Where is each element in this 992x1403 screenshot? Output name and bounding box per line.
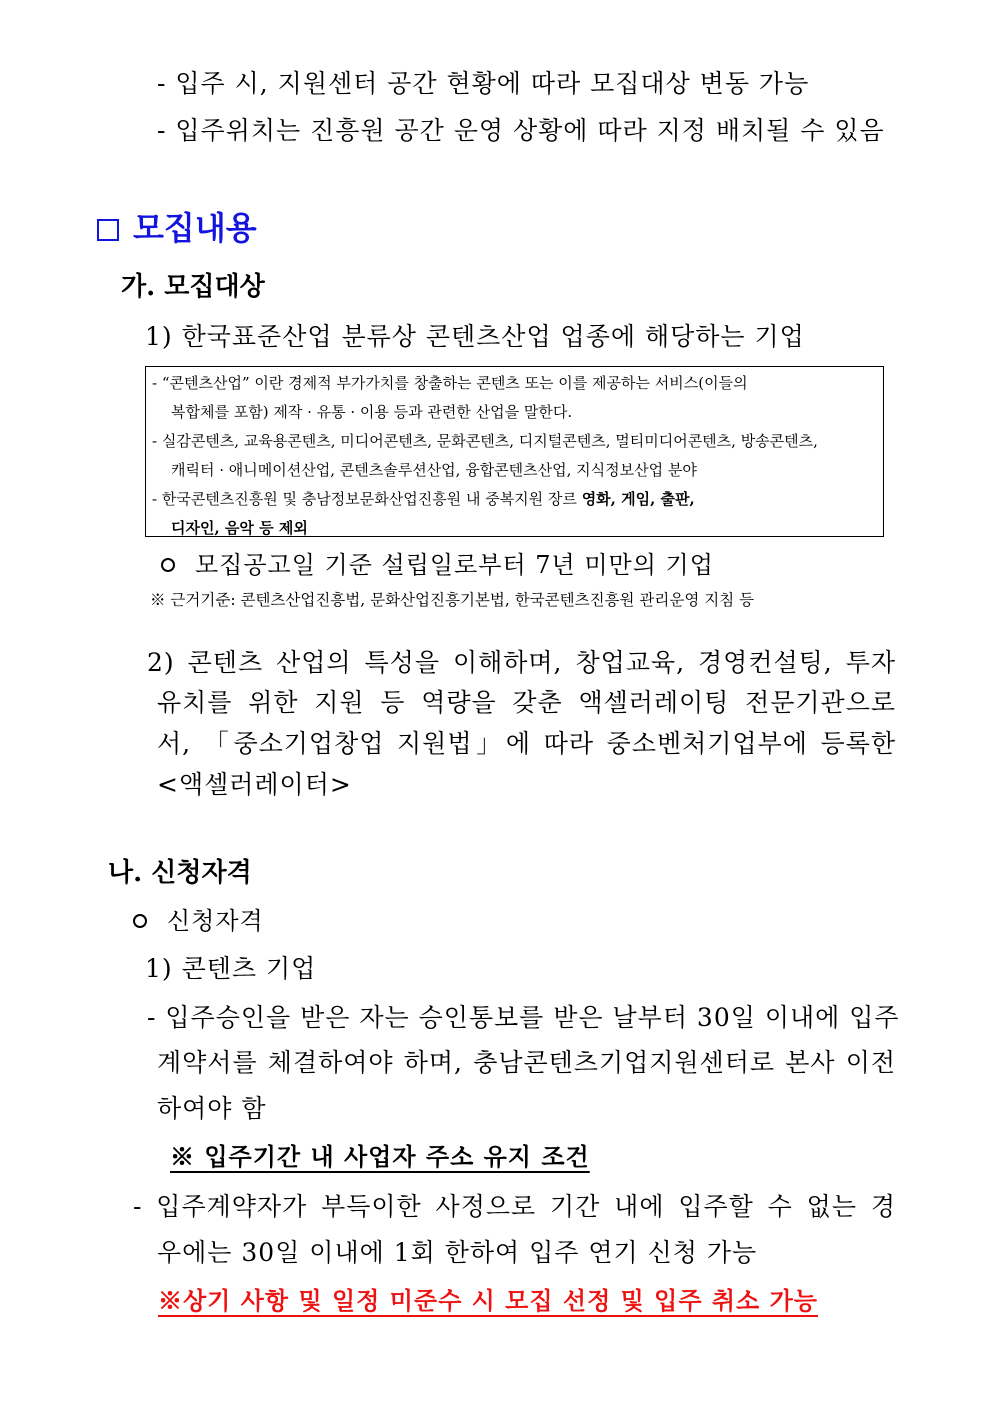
section-heading [97,209,257,247]
note-location: - 입주위치는 진흥원 공간 운영 상황에 따라 지정 배치될 수 있음 [157,116,885,145]
cancellation-warning: ※상기 사항 및 일정 미준수 시 모집 선정 및 입주 취소 가능 [158,1286,818,1315]
note-space-status: - 입주 시, 지원센터 공간 현황에 따라 모집대상 변동 가능 [157,69,810,98]
note-line: 복합체를 포함) 제작 · 유통 · 이용 등과 관련한 산업을 말한다. [171,403,573,421]
section-title: 모집내용 [133,209,257,247]
qualification-item-1: 1) 콘텐츠 기업 [145,954,317,983]
note-line [152,485,883,514]
excluded-genres-cont: 디자인, 음악 등 제외 [171,519,308,537]
target-bullet [161,553,714,577]
excluded-genres: 영화, 게임, 출판, [581,490,695,508]
target-item-2-line: <액셀러레이터> [157,770,352,799]
address-condition: ※ 입주기간 내 사업자 주소 유지 조건 [170,1142,590,1171]
target-item-2-line: 유치를 위한 지원 등 역량을 갖춘 액셀러레이팅 전문기관으로 [157,688,896,717]
qualification-para-line: 우에는 30일 이내에 1회 한하여 입주 연기 신청 가능 [157,1238,758,1267]
qualification-para-line: - 입주계약자가 부득이한 사정으로 기간 내에 입주할 수 없는 경 [133,1192,896,1221]
qualification-heading: 나. 신청자격 [108,858,252,888]
qualification-bullet [133,909,264,933]
qualification-para-line: 하여야 함 [157,1094,267,1123]
qualification-para-line: 계약서를 체결하여야 하며, 충남콘텐츠기업지원센터로 본사 이전 [157,1048,896,1077]
target-heading: 가. 모집대상 [121,272,265,302]
circle-bullet-icon [133,914,147,928]
target-item-1: 1) 한국표준산업 분류상 콘텐츠산업 업종에 해당하는 기업 [145,322,805,351]
bullet-text: 모집공고일 기준 설립일로부터 7년 미만의 기업 [195,551,714,579]
qualification-para-line: - 입주승인을 받은 자는 승인통보를 받은 날부터 30일 이내에 입주 [147,1003,900,1032]
target-item-2-line: 2) 콘텐츠 산업의 특성을 이해하며, 창업교육, 경영컨설팅, 투자 [147,648,896,677]
square-bullet-icon [97,219,119,241]
note-line: - 실감콘텐츠, 교육용콘텐츠, 미디어콘텐츠, 문화콘텐츠, 디지털콘텐츠, 멀티미디어콘텐츠, 방송콘텐츠, [152,432,818,450]
note-text: - 한국콘텐츠진흥원 및 충남정보문화산업진흥원 내 중복지원 장르 [152,490,582,508]
bullet-text: 신청자격 [167,907,264,935]
target-item-2-line: 서, 「중소기업창업 지원법」에 따라 중소벤처기업부에 등록한 [157,729,896,758]
industry-note-box [145,366,884,537]
note-line: 캐릭터 · 애니메이션산업, 콘텐츠솔루션산업, 융합콘텐츠산업, 지식정보산업 분야 [171,461,697,479]
note-line: - “콘텐츠산업” 이란 경제적 부가가치를 창출하는 콘텐츠 또는 이를 제공하는 서비스(이들의 [152,374,748,392]
basis-note: ※ 근거기준: 콘텐츠산업진흥법, 문화산업진흥기본법, 한국콘텐츠진흥원 관리운영 지침 등 [150,591,755,609]
note-line [152,514,883,543]
circle-bullet-icon [161,558,175,572]
